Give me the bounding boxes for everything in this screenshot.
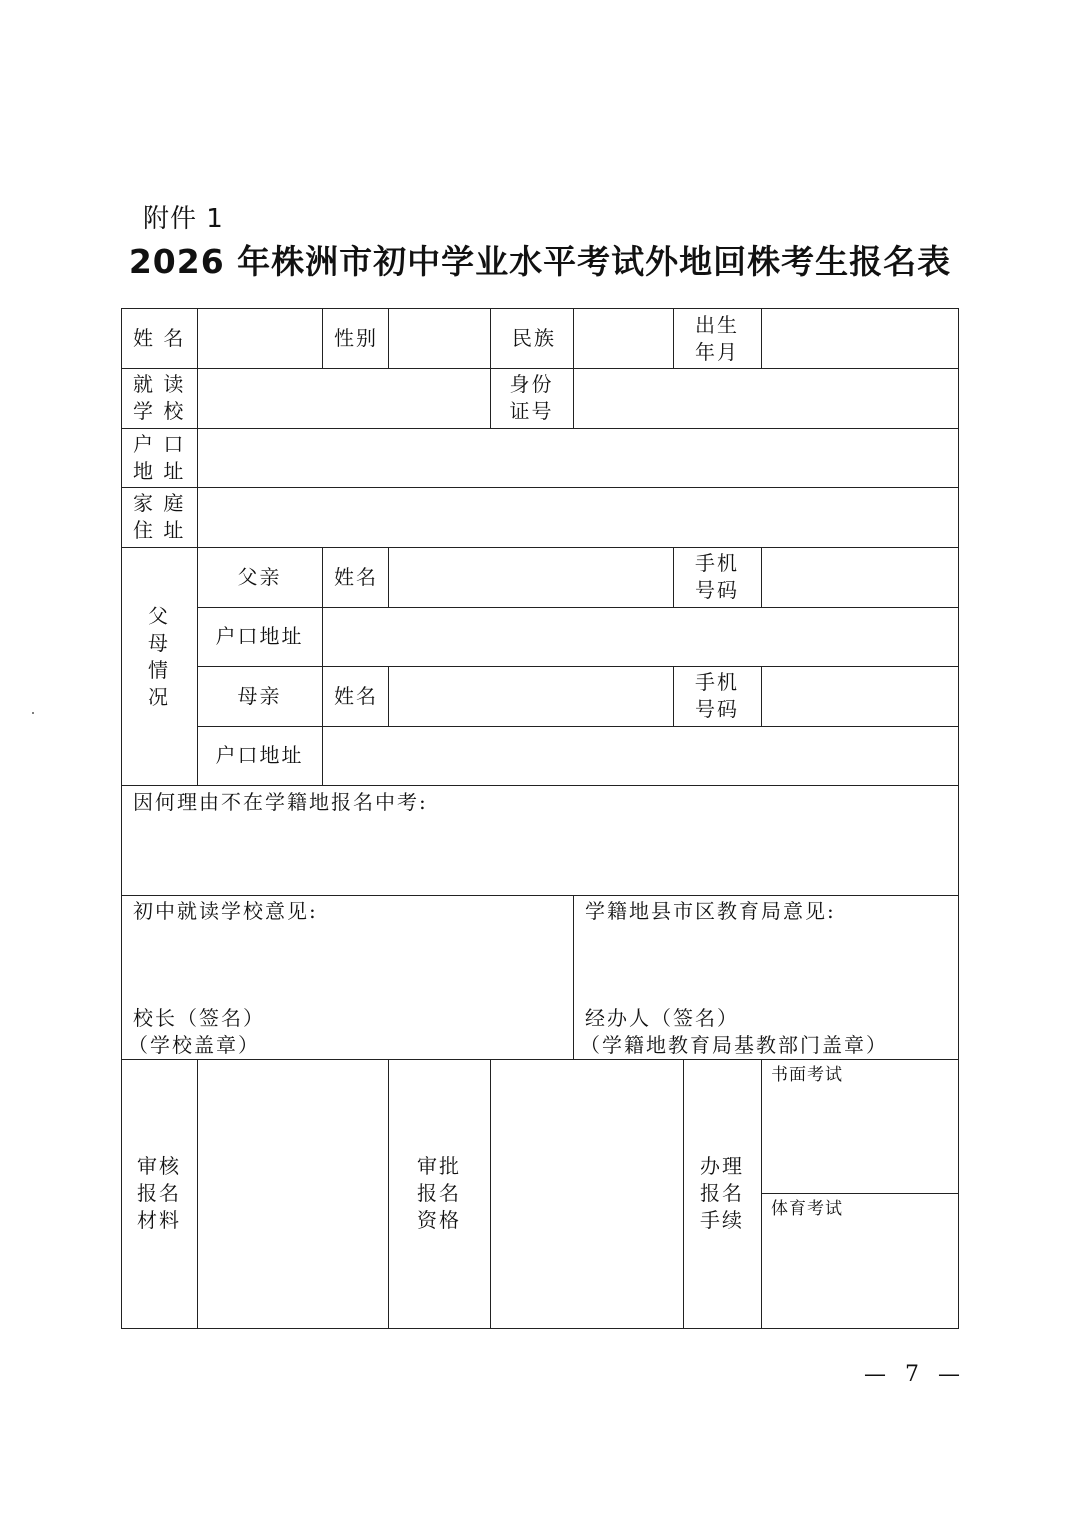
- reason-label: 因何理由不在学籍地报名中考:: [133, 790, 428, 814]
- home-address-label: 家 庭 住 址: [133, 491, 186, 542]
- table-border-bottom: [121, 1328, 959, 1329]
- col-divider: [197, 1059, 198, 1328]
- father-hukou-label: 户口地址: [215, 624, 304, 648]
- mother-hukou-label: 户口地址: [215, 743, 304, 767]
- col-divider: [573, 308, 574, 428]
- father-name-label: 姓名: [334, 565, 378, 589]
- row-divider: [197, 607, 959, 608]
- row-divider: [121, 368, 959, 369]
- father-label: 父亲: [237, 565, 282, 589]
- row-divider: [121, 1059, 959, 1060]
- row-divider: [197, 726, 959, 727]
- stray-dot: [32, 712, 34, 714]
- col-divider: [761, 547, 762, 607]
- table-border-right: [958, 308, 959, 1329]
- form-title: 2026 年株洲市初中学业水平考试外地回株考生报名表: [128, 242, 952, 281]
- handler-signature-label: 经办人（签名）: [585, 1006, 739, 1030]
- col-divider: [761, 308, 762, 368]
- mother-name-label: 姓名: [334, 684, 378, 708]
- name-label: 姓 名: [133, 326, 186, 350]
- school-opinion-label: 初中就读学校意见:: [133, 899, 318, 923]
- review-materials-label: 审核 报名 材料: [137, 1154, 181, 1232]
- col-divider: [573, 895, 574, 1059]
- hukou-address-label: 户 口 地 址: [133, 432, 186, 483]
- attachment-label: 附件 1: [143, 204, 224, 234]
- row-divider: [121, 785, 959, 786]
- col-divider: [761, 1059, 762, 1328]
- col-divider: [388, 666, 389, 726]
- bureau-stamp-label: （学籍地教育局基教部门盖章）: [580, 1033, 888, 1057]
- page-number: — 7 —: [864, 1362, 966, 1387]
- id-number-label: 身份 证号: [509, 372, 554, 423]
- principal-signature-label: 校长（签名）: [133, 1006, 265, 1030]
- mother-phone-label: 手机 号码: [695, 670, 739, 721]
- gender-label: 性别: [334, 326, 378, 350]
- col-divider: [388, 308, 389, 368]
- ethnicity-label: 民族: [512, 326, 556, 350]
- col-divider: [322, 308, 323, 368]
- parents-section-label: 父 母 情 况: [148, 604, 170, 709]
- col-divider: [761, 666, 762, 726]
- birth-label: 出生 年月: [695, 313, 739, 364]
- row-divider: [121, 487, 959, 488]
- bureau-opinion-label: 学籍地县市区教育局意见:: [585, 899, 836, 923]
- school-label: 就 读 学 校: [133, 372, 186, 423]
- col-divider: [490, 1059, 491, 1328]
- approve-eligibility-label: 审批 报名 资格: [417, 1154, 461, 1232]
- father-phone-label: 手机 号码: [695, 551, 739, 602]
- pe-exam-label: 体育考试: [771, 1199, 843, 1219]
- col-divider: [197, 308, 198, 785]
- col-divider: [388, 547, 389, 607]
- school-stamp-label: （学校盖章）: [128, 1033, 260, 1057]
- row-divider: [121, 547, 959, 548]
- col-divider: [322, 547, 323, 785]
- written-exam-label: 书面考试: [771, 1065, 843, 1085]
- table-border-top: [121, 308, 959, 309]
- row-divider: [121, 428, 959, 429]
- row-divider: [197, 666, 959, 667]
- row-divider: [761, 1193, 959, 1194]
- process-procedure-label: 办理 报名 手续: [700, 1154, 744, 1232]
- row-divider: [121, 895, 959, 896]
- mother-label: 母亲: [237, 684, 282, 708]
